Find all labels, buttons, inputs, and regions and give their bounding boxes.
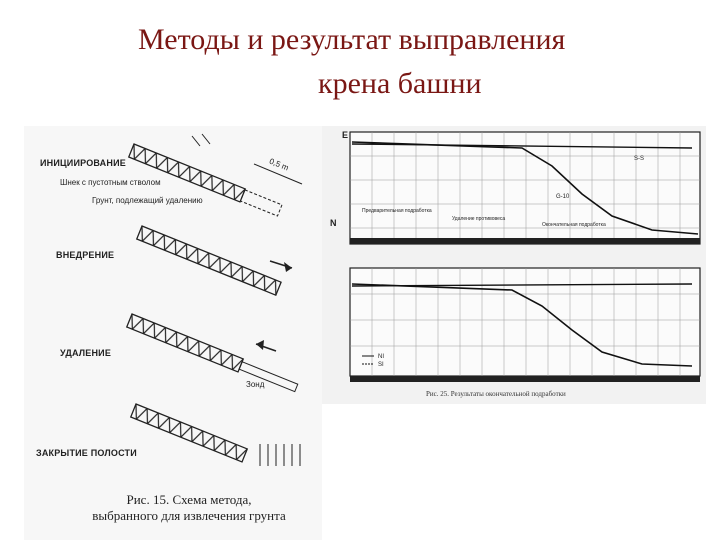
- annotation-preliminary: Предварительная подработка: [362, 208, 432, 214]
- annotation-final: Окончательная подработка: [542, 222, 606, 228]
- soil-note: Грунт, подлежащий удалению: [92, 196, 203, 205]
- auger-stage-4: [131, 404, 248, 462]
- dimension-label: 0,5 m: [268, 156, 290, 173]
- bottom-chart: [350, 268, 700, 382]
- stage-label-removal: УДАЛЕНИЕ: [60, 348, 112, 358]
- auger-diagram: [24, 126, 322, 540]
- top-axis-letter-n: N: [330, 218, 337, 228]
- results-charts: [322, 126, 706, 404]
- curve-label-ss: S-S: [634, 156, 645, 162]
- right-figure-caption: Рис. 25. Результаты окончательной подработки: [426, 390, 566, 398]
- left-caption-line-1: Рис. 15. Схема метода,: [126, 492, 252, 507]
- probe-note: Зонд: [246, 380, 265, 389]
- curve-label-g10: G-10: [556, 194, 570, 200]
- top-axis-letter-e: E: [342, 130, 349, 140]
- top-chart: [330, 130, 700, 244]
- stage-label-insertion: ВНЕДРЕНИЕ: [56, 250, 115, 260]
- stage-label-initiation: ИНИЦИИРОВАНИЕ: [40, 158, 126, 168]
- slide-title: [138, 18, 708, 106]
- left-figure-caption: [64, 492, 314, 524]
- method-scheme-figure: [24, 126, 322, 540]
- auger-note: Шнек с пустотным стволом: [60, 178, 161, 187]
- title-line-1: Методы и результат выправления: [138, 23, 566, 56]
- left-caption-line-2: выбранного для извлечения грунта: [92, 508, 286, 523]
- auger-stage-3: [127, 314, 299, 394]
- legend-ni: NI: [378, 354, 384, 360]
- annotation-counterweight: Удаление противовеса: [452, 216, 506, 222]
- results-figure: [322, 126, 706, 404]
- closing-arrows: [260, 444, 300, 466]
- stage-label-closing: ЗАКРЫТИЕ ПОЛОСТИ: [36, 448, 137, 458]
- legend-si: SI: [378, 362, 384, 368]
- auger-stage-2: [137, 226, 281, 295]
- title-line-2: крена башни: [318, 67, 482, 100]
